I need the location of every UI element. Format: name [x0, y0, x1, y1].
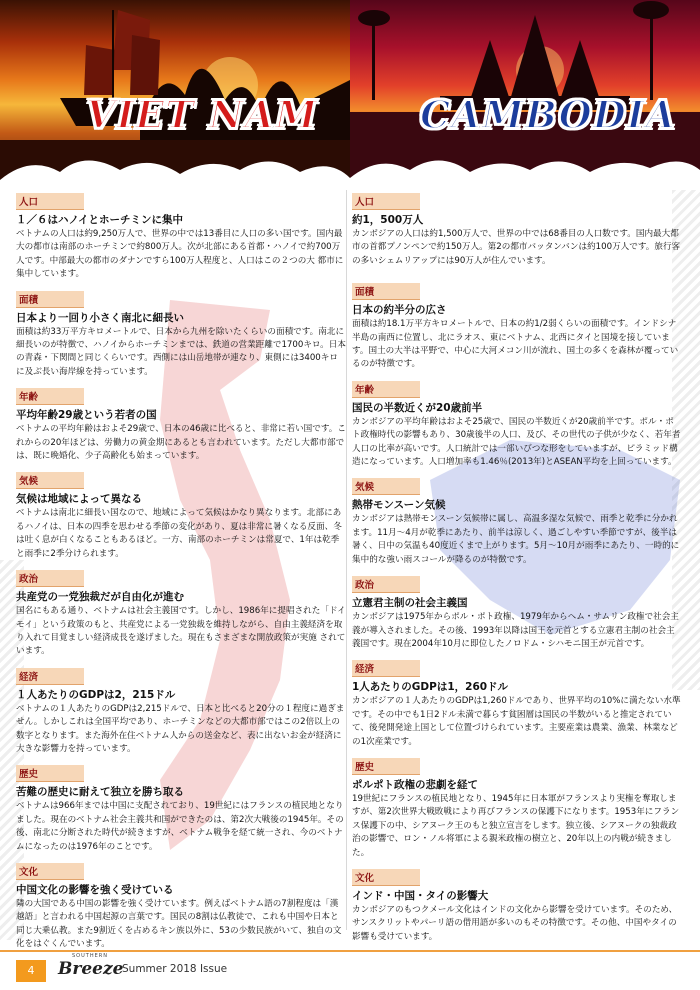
section-label: 年齢: [16, 388, 84, 405]
section-body: カンボジアの１人あたりのGDPは1,260ドルであり、世界平均の10%に満たない水準です。その中でも1日2ドル未満で暮らす貧困層は国民の半数がいると推定されていて、後発開発途上国として位置づけられています。主要産業は農業、漁業、林業などの1次産業です。: [352, 696, 681, 747]
section-body: カンボジアは熱帯モンスーン気候帯に属し、高温多湿な気候で、雨季と乾季に分かれます。11月～4月が乾季にあたり、前半は涼しく、過ごしやすい季節ですが、後半は暑く、日中の気温も40度近くまで上がります。5月～10月が雨季にあたり、一時的に集中的な強い雨スコールが降るのが特徴です。: [352, 514, 680, 565]
section-heading: 気候は地域によって異なる: [16, 493, 142, 506]
section-body: カンボジアの人口は約1,500万人で、世界の中では68番目の人口数です。国内最大都市の首都プノンペンで約150万人。第2の都市バッタンバンは約100万人です。旅行客の多いシェムリアップには90万人が住んでいます。: [352, 229, 681, 266]
vietnam-title: VIET NAM: [86, 92, 319, 137]
cambodia-title: CAMBODIA: [420, 92, 676, 137]
logo-small-text: SOUTHERN: [72, 953, 108, 959]
section-heading: 立憲君主制の社会主義国: [352, 597, 468, 610]
cambodia-section-economy: [352, 657, 682, 749]
page-footer: [0, 938, 700, 990]
section-heading: 平均年齢29歳という若者の国: [16, 409, 157, 422]
southern-breeze-logo: [58, 953, 124, 984]
section-heading: 日本より一回り小さく南北に細長い: [16, 311, 184, 324]
section-body: カンボジアは1975年からポル・ポト政権、1979年からヘム・サムリン政権で社会主義が導入されました。その後、1993年以降は国王を元首とする立憲君主制の社会主義国です。現在2004年10月に即位したノロドム・シハモニ国王が元首です。: [352, 612, 679, 649]
section-heading: 国民の半数近くが20歳前半: [352, 401, 483, 414]
section-body: カンボジアの平均年齢はおよそ25歳で、国民の半数近くが20歳前半です。ポル・ポト政権時代の影響もあり、30歳後半の人口、及び、その世代の子供が少なく、若年者人口の比率が高いです。人口統計では一部いびつな形をしていますが、ピラミッド構造になっています。人口増加率も1.46％(2013年)とASEAN平均を上回っています。: [352, 416, 681, 468]
section-body: ベトナムの１人あたりのGDPは2,215ドルで、日本と比べると20分の１程度に過ぎません。しかしこれは全国平均であり、ホーチミンなどの大都市部ではこの2倍以上の数字となります。また海外在住ベトナム人からの送金など、表に出ないお金が経済に大きな影響力を持っています。: [16, 703, 345, 754]
cambodia-section-population: [352, 190, 682, 268]
section-label: 文化: [352, 869, 420, 886]
vietnam-section-population: [16, 190, 346, 282]
cloud-border: [0, 150, 700, 190]
section-body: ベトナムの平均年齢はおよそ29歳で、日本の46歳に比べると、非常に若い国です。これからの20年ほどは、労働力の黄金期にあるとも言われています。ただし大都市部では、既に晩婚化、少子高齢化も始まっています。: [16, 424, 346, 462]
vietnam-section-politics: [16, 567, 346, 659]
vietnam-section-climate: [16, 469, 346, 561]
section-body: 隣の大国である中国の影響を強く受けています。例えばベトナム語の7割程度は「漢越語」と言われる中国起源の言葉です。国民の8割は仏教徒で、これも中国や日本と同じ大乗仏教。また9割近くを占めるキン族以外に、53の少数民族がいて、独自の文化をはぐくんでいます。: [16, 898, 342, 950]
section-heading: １人あたりのGDPは2，215ドル: [16, 688, 176, 701]
section-label: 経済: [16, 668, 84, 685]
section-label: 気候: [16, 472, 84, 489]
section-heading: 1人あたりのGDPは1，260ドル: [352, 681, 509, 694]
section-body: 面積は約18.1万平方キロメートルで、日本の約1/2弱くらいの面積です。インドシナ半島の南西に位置し、北にラオス、東にベトナム、北西にタイと国境を接しています。国土の大半は平野で、中心に大河メコン川が流れ、国土の多くを森林が覆っているのが特徴です。: [352, 319, 679, 370]
section-label: 面積: [16, 291, 84, 308]
cambodia-section-climate: [352, 475, 682, 567]
vietnam-section-area: [16, 288, 346, 380]
vietnam-section-economy: [16, 665, 346, 757]
section-heading: 熱帯モンスーン気候: [352, 499, 446, 512]
header-banner: [0, 0, 700, 190]
cambodia-section-area: [352, 280, 682, 372]
section-heading: 中国文化の影響を強く受けている: [16, 883, 174, 896]
section-label: 政治: [16, 570, 84, 587]
footer-rule: [0, 950, 700, 952]
section-body: ベトナムは南北に細長い国なので、地域によって気候はかなり異なります。北部にあるハノイは、日本の四季を思わせる季節の変化があり、夏は非常に暑くなる反面、冬は吐く息が白くなることもあるほど。一方、南部のホーチミンは常夏で、1年は乾季と雨季に2季分けられます。: [16, 508, 342, 559]
cambodia-section-history: [352, 755, 682, 860]
section-label: 政治: [352, 576, 420, 593]
issue-label: Summer 2018 Issue: [122, 963, 228, 975]
section-label: 歴史: [16, 765, 84, 782]
section-body: 面積は約33万平方キロメートルで、日本から九州を除いたくらいの面積です。南北に細長いのが特徴で、ハノイからホーチミンまでは、鉄道の営業距離で1700キロ。日本の青森・下関間と同じくらいです。西側には山岳地帯が連なり、東側には3400キロに及ぶ長い海岸線を持っています。: [16, 326, 346, 377]
vietnam-section-age: [16, 385, 346, 463]
logo-text: Breeze: [58, 959, 124, 979]
section-body: ベトナムは966年までは中国に支配されており、19世紀にはフランスの植民地となりました。現在のベトナム社会主義共和国ができたのは、第2次大戦後の1945年。その後、南北に分断された時代が続きますが、ベトナム戦争を経て統一され、今のベトナムになったのは1976年のことです。: [16, 801, 344, 852]
section-label: 歴史: [352, 758, 420, 775]
cambodia-section-age: [352, 378, 682, 470]
section-heading: インド・中国・タイの影響大: [352, 889, 489, 902]
section-body: 19世紀にフランスの植民地となり、1945年に日本軍がフランスより実権を奪取しますが、第2次世界大戦敗戦により再びフランスの保護下になります。1953年にフランス保護下の中、シアヌーク王のもと独立宣言をします。独立後、シアヌークの独裁政治の影響で、ロン・ノル将軍による親米政権の樹立と、20年以上の内戦が続きました。: [352, 793, 680, 858]
section-label: 経済: [352, 660, 420, 677]
section-label: 文化: [16, 863, 84, 880]
section-label: 人口: [16, 193, 84, 210]
cambodia-section-culture: [352, 866, 682, 944]
section-heading: 日本の約半分の広さ: [352, 304, 447, 317]
section-body: 国名にもある通り、ベトナムは社会主義国です。しかし、1986年に提唱された「ドイモイ」という政策のもと、共産党による一党独裁を維持しながら、自由主義経済を取り入れて目覚ましい経済成長を遂げました。現在もさまざまな開放政策が実施 されています。: [16, 606, 346, 657]
section-heading: １／６はハノイとホーチミンに集中: [16, 214, 184, 226]
section-heading: 共産党の一党独裁だが自由化が進む: [16, 591, 184, 604]
section-heading: ポルポト政権の悲劇を経て: [352, 778, 478, 791]
vietnam-section-history: [16, 762, 346, 854]
section-body: ベトナムの人口は約9,250万人で、世界の中では13番目に人口の多い国です。国内最大の都市は南部のホーチミンで約800万人。次が北部にある首都・ハノイで約700万人です。中部最大の都市のダナンですら100万人程度と、人口はこの２つの大 都市に集中しています。: [16, 229, 344, 280]
page-number: 4: [16, 960, 46, 982]
section-heading: 苦難の歴史に耐えて独立を勝ち取る: [16, 786, 184, 799]
section-body: カンボジアのもつクメール文化はインドの文化から影響を受けています。そのため、サンスクリットやパーリ語の借用語が多いのもその特徴です。その他、中国やタイの影響も受けています。: [352, 904, 678, 942]
cambodia-section-politics: [352, 573, 682, 651]
section-label: 年齢: [352, 381, 420, 398]
section-heading: 約1，500万人: [352, 214, 424, 226]
section-label: 気候: [352, 478, 420, 495]
vietnam-column: [16, 190, 346, 955]
column-divider: [346, 190, 347, 930]
cambodia-column: [352, 190, 682, 947]
section-label: 人口: [352, 193, 420, 210]
section-label: 面積: [352, 283, 420, 300]
